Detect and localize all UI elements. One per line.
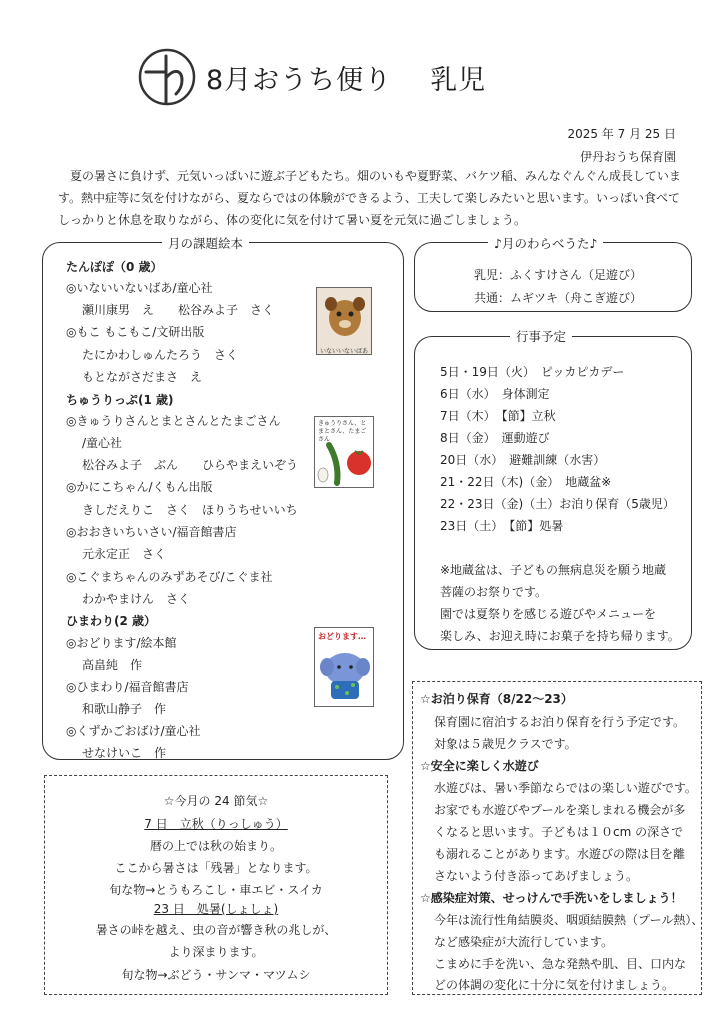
- elephant-illustration-icon: [315, 645, 375, 709]
- notice-text: など感染症が大流行しています。: [434, 935, 614, 949]
- list-item: 8日（金） 運動遊び: [440, 431, 550, 445]
- event-note: ※地蔵盆は、子どもの無病息災を願う地蔵: [440, 563, 667, 577]
- song-infant: 乳児：ふくすけさん（足遊び）: [474, 268, 643, 282]
- list-item: たにかわしゅんたろう さく: [82, 348, 239, 362]
- list-item: 6日（水） 身体測定: [440, 387, 550, 401]
- list-item: 和歌山静子 作: [82, 702, 167, 716]
- list-item: 瀬川康男 え 松谷みよ子 さく: [82, 303, 275, 317]
- list-item: 21・22日（木)（金） 地蔵盆※: [440, 475, 612, 489]
- event-note: 楽しみ、お迎え時にお菓子を持ち帰ります。: [440, 629, 680, 643]
- list-item: /童心社: [82, 436, 123, 450]
- list-item: ◎こぐまちゃんのみずあそび/こぐま社: [66, 570, 273, 584]
- book-cover-odorimasu: [314, 627, 374, 707]
- notice-text: 保育園に宿泊するお泊り保育を行う予定です。: [434, 715, 686, 729]
- list-item: ◎ひまわり/福音館書店: [66, 680, 189, 694]
- vegetables-illustration-icon: [315, 439, 375, 487]
- intro-paragraph: 夏の暑さに負けず、元気いっぱいに遊ぶ子どもたち。畑のいもや夏野菜、バケツ稲、みんなぐんぐん成長しています。熱中症等に気を付けながら、夏ならではの体験ができるよう、工夫して楽しみたいと思います。いっぱい食べてしっかりと休息を取りながら、体の変化に気を付けて暑い夏を元気に過ごしましょう。: [58, 169, 681, 227]
- solar-term-text: より深まります。: [168, 945, 264, 959]
- solar-term-text: 旬な物→ぶどう・サンマ・マツムシ: [121, 968, 311, 982]
- books-label: 月の課題絵本: [162, 234, 249, 252]
- notice-text: 水遊びは、暑い季節ならではの楽しい遊びです。: [434, 781, 697, 795]
- notice-text: さないよう付き添ってあげましょう。: [434, 869, 639, 883]
- list-item: ◎くずかごおばけ/童心社: [66, 724, 201, 738]
- solar-term-heading: 7 日 立秋（りっしゅう）: [144, 817, 288, 831]
- solar-term-text: ここから暑さは「残暑」となります。: [114, 861, 318, 875]
- song-common: 共通：ムギツキ（舟こぎ遊び）: [474, 291, 643, 305]
- events-label: 行事予定: [510, 327, 572, 345]
- list-item: 7日（木） 【節】立秋: [440, 409, 556, 423]
- list-item: たんぽぽ（0 歳）: [66, 260, 163, 274]
- list-item: 高畠純 作: [82, 658, 143, 672]
- list-item: ◎かにこちゃん/くもん出版: [66, 480, 213, 494]
- list-item: せなけいこ 作: [82, 746, 167, 760]
- list-item: きしだえりこ さく ほりうちせいいち: [82, 503, 298, 517]
- solar-terms-title: ☆今月の 24 節気☆: [163, 794, 269, 808]
- list-item: ちゅうりっぷ(1 歳): [66, 393, 174, 407]
- notice-text: こまめに手を洗い、急な発熱や肌、目、口内な: [434, 957, 687, 971]
- notice-text: 今年は流行性角結膜炎、咽頭結膜熱（プール熱）、: [434, 913, 704, 927]
- issue-date: 2025 年 7 月 25 日: [567, 127, 676, 141]
- list-item: 5日・19日（火） ピッカピカデー: [440, 365, 625, 379]
- organization: 伊丹おうち保育園: [579, 150, 676, 164]
- notice-text: くなると思います。子どもは１０cm の深さで: [434, 825, 684, 839]
- list-item: ◎いないいないばあ/童心社: [66, 281, 213, 295]
- list-item: もとながさだまさ え: [82, 370, 203, 384]
- cover-title: いないいないばあ: [319, 348, 368, 355]
- notice-text: どの体調の変化に十分に気を付けましょう。: [434, 978, 675, 992]
- list-item: 松谷みよ子 ぶん ひらやまえいぞう: [82, 458, 299, 472]
- event-note: 園では夏祭りを感じる遊びやメニューを: [440, 607, 657, 621]
- cover-title: きゅうりさん、とまとさん、たまごさん: [318, 420, 367, 443]
- solar-term-text: 暦の上では秋の始まり。: [149, 839, 282, 853]
- list-item: 元永定正 さく: [82, 547, 167, 561]
- list-item: 22・23日（金)（土）お泊り保育（5歳児）: [440, 497, 675, 511]
- book-cover-kyuuri: [314, 416, 374, 488]
- list-item: 23日（土） 【節】処暑: [440, 519, 564, 533]
- list-item: わかやまけん さく: [82, 592, 191, 606]
- solar-term-text: 旬な物→とうもろこし・車エビ・スイカ: [109, 883, 323, 897]
- cover-title: おどります…: [318, 632, 366, 641]
- notice-heading: ☆感染症対策、せっけんで手洗いをしましょう！: [420, 891, 683, 905]
- notice-heading: ☆お泊り保育（8/22～23）: [420, 692, 573, 706]
- page-title: 8月おうち便り: [206, 64, 393, 96]
- logo-icon: [136, 46, 198, 108]
- notice-heading: ☆安全に楽しく水遊び: [420, 759, 539, 773]
- page-subtitle: 乳児: [430, 64, 487, 96]
- events-box: [414, 336, 692, 650]
- header: [136, 46, 486, 108]
- list-item: ◎きゅうりさんとまとさんとたまごさん: [66, 414, 281, 428]
- list-item: ◎もこ もこもこ/文研出版: [66, 325, 205, 339]
- solar-term-heading: 23 日 処暑(しょしょ): [153, 902, 279, 916]
- list-item: ◎おおきいちいさい/福音館書店: [66, 525, 237, 539]
- list-item: 20日（水） 避難訓練（水害）: [440, 453, 606, 467]
- event-note: 菩薩のお祭りです。: [440, 585, 548, 599]
- notice-text: お家でも水遊びやプールを楽しまれる機会が多: [434, 803, 686, 817]
- notice-text: も溺れることがあります。水遊びの際は目を離: [434, 847, 686, 861]
- songs-label: ♪月のわらべうた♪: [488, 234, 603, 252]
- solar-term-text: 暑さの峠を越え、虫の音が響き秋の兆しが、: [95, 923, 337, 937]
- list-item: ひまわり(2 歳）: [66, 614, 157, 628]
- book-cover-inaiinaibaa: [316, 287, 372, 355]
- list-item: ◎おどります/絵本館: [66, 636, 177, 650]
- bear-illustration-icon: [317, 288, 373, 344]
- notice-text: 対象は５歳児クラスです。: [434, 737, 577, 751]
